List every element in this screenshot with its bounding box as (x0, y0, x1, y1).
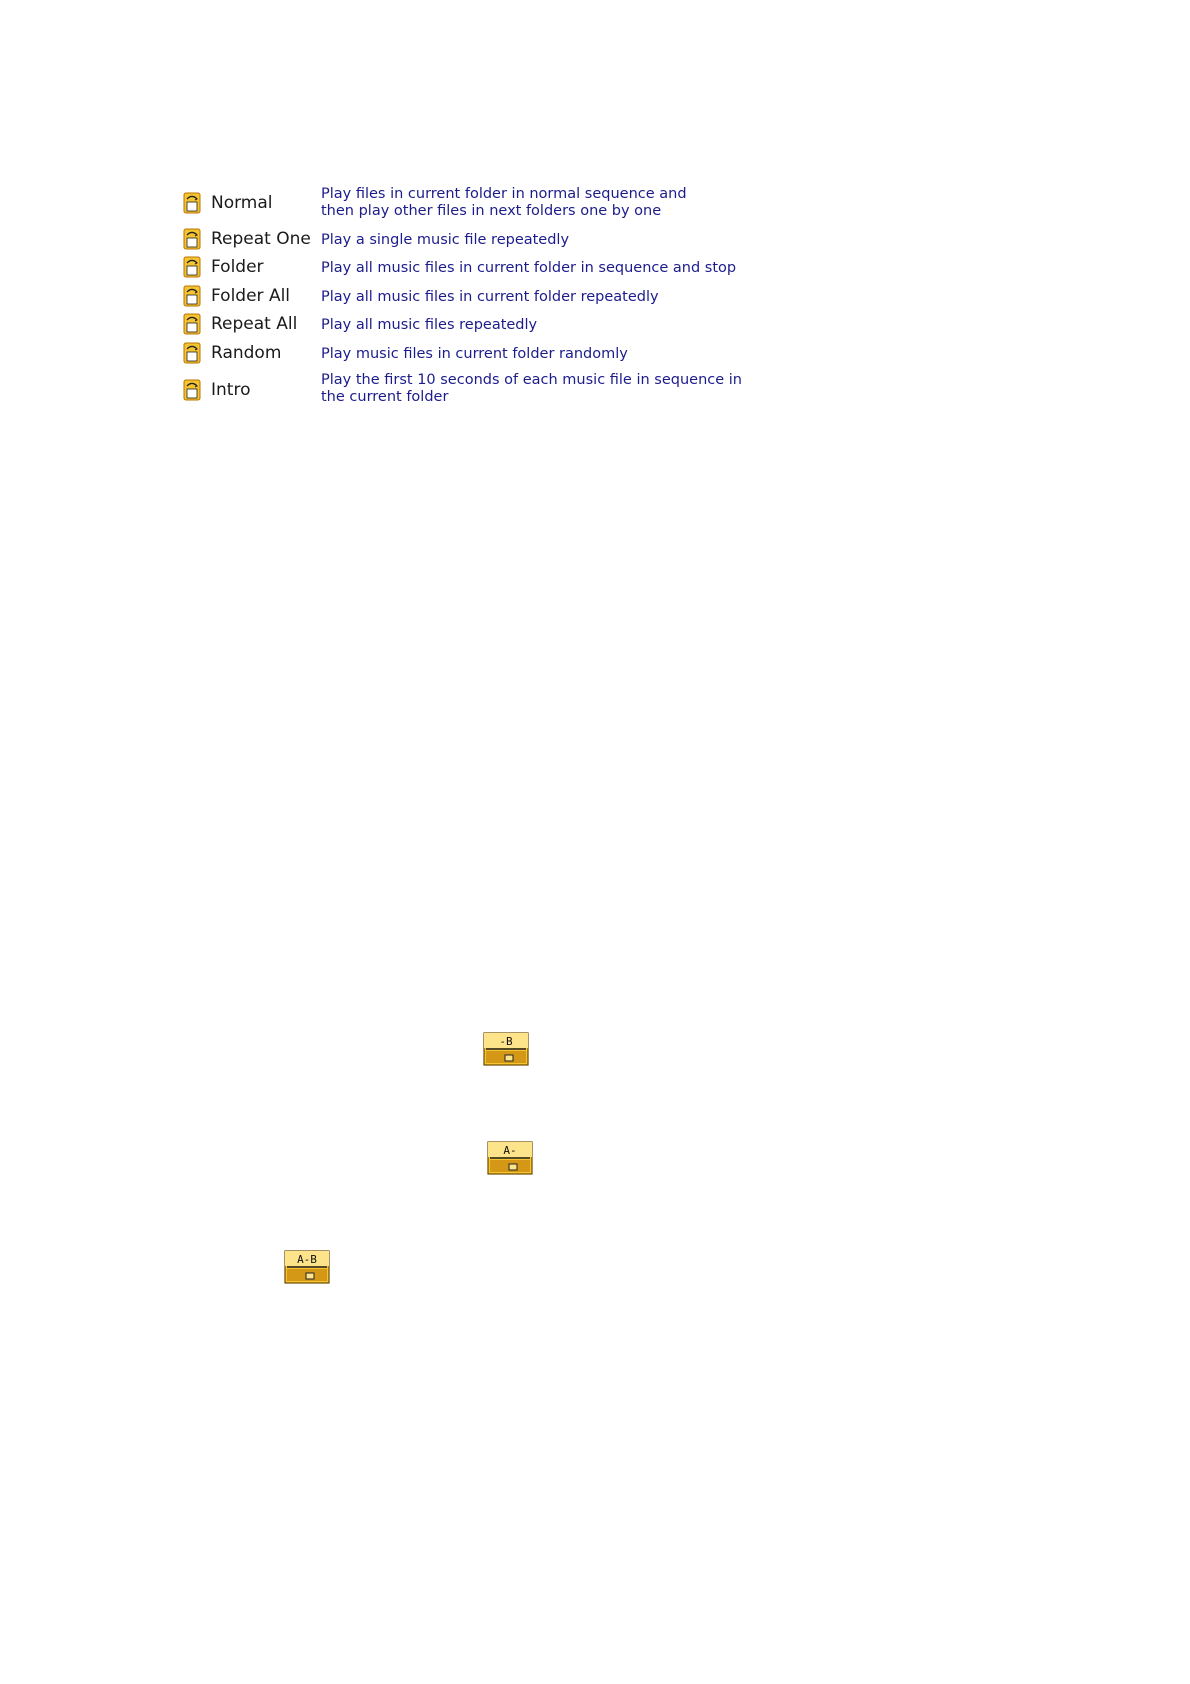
mode-name: Folder All (211, 286, 291, 306)
repeat-one-icon-graphic (183, 228, 201, 250)
repeat-all-icon-graphic (183, 313, 201, 335)
mode-description: Play a single music file repeatedly (321, 232, 570, 248)
mode-row-repeat-all (183, 313, 763, 339)
ab-repeat-a-icon-graphic (487, 1141, 533, 1175)
ab-repeat-ab-icon-graphic (284, 1250, 330, 1284)
random-mode-icon (183, 342, 201, 364)
ab-repeat-a-icon (487, 1141, 533, 1175)
mode-row-normal (183, 186, 763, 222)
mode-description: Play all music files in current folder repeatedly (321, 289, 659, 305)
mode-row-intro (183, 372, 763, 408)
mode-name: Repeat One (211, 229, 311, 249)
folder-mode-icon-graphic (183, 256, 201, 278)
mode-description: Play the first 10 seconds of each music file in sequence in the current folder (321, 372, 742, 405)
mode-description: Play all music files in current folder in sequence and stop (321, 260, 737, 276)
normal-mode-icon-graphic (183, 192, 201, 214)
mode-row-random (183, 342, 763, 368)
mode-description: Play music files in current folder randomly (321, 346, 628, 362)
folder-mode-icon (183, 256, 201, 278)
mode-description: Play files in current folder in normal sequence and then play other files in next folders one by one (321, 186, 687, 219)
folder-all-icon (183, 285, 201, 307)
ab-label: A-B (297, 1253, 317, 1266)
ab-label: A- (503, 1144, 517, 1157)
ab-label: -B (499, 1035, 513, 1048)
mode-name: Intro (211, 380, 251, 400)
mode-name: Repeat All (211, 314, 298, 334)
intro-mode-icon-graphic (183, 379, 201, 401)
intro-mode-icon (183, 379, 201, 401)
mode-name: Normal (211, 193, 273, 213)
mode-name: Folder (211, 257, 264, 277)
mode-name: Random (211, 343, 282, 363)
repeat-all-icon (183, 313, 201, 335)
ab-repeat-ab-icon (284, 1250, 330, 1284)
mode-row-folder (183, 256, 763, 282)
mode-description: Play all music files repeatedly (321, 317, 538, 333)
ab-repeat-b-icon-graphic (483, 1032, 529, 1066)
ab-repeat-b-icon (483, 1032, 529, 1066)
mode-row-folder-all (183, 285, 763, 311)
normal-mode-icon (183, 192, 201, 214)
mode-row-repeat-one (183, 228, 763, 254)
folder-all-icon-graphic (183, 285, 201, 307)
repeat-one-icon (183, 228, 201, 250)
random-mode-icon-graphic (183, 342, 201, 364)
play-mode-table (183, 186, 763, 222)
